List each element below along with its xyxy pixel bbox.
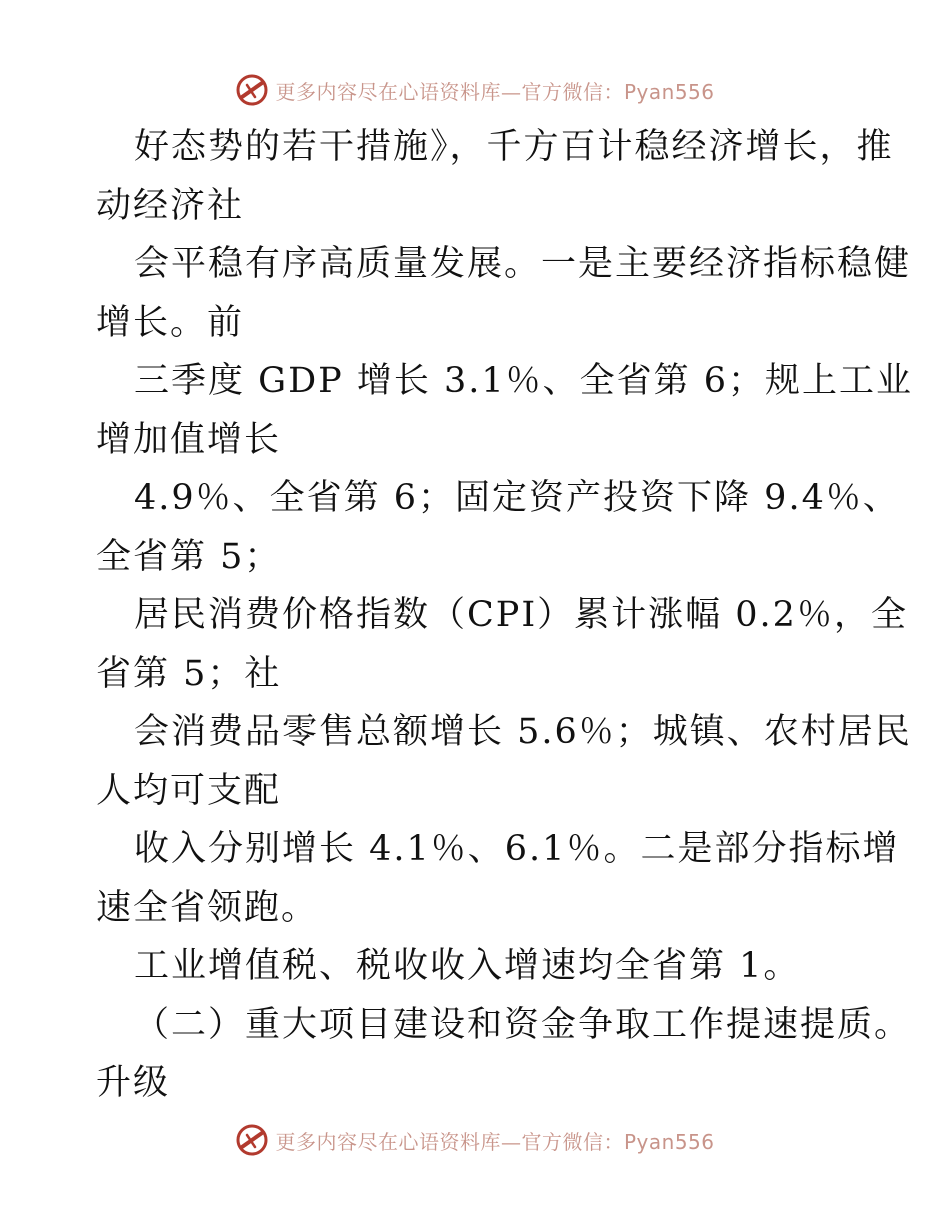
footer-banner [0,1120,950,1160]
body-line: 4.9％、全省第 6；固定资产投资下降 9.4％、 [134,478,900,518]
body-line: 升级 [96,1063,171,1103]
footer-banner-text [275,1126,714,1155]
red-seal-logo-icon [235,1123,269,1157]
body-line: 居民消费价格指数（CPI）累计涨幅 0.2％，全 [134,595,908,635]
header-banner-label: 更多内容尽在心语资料库—官方微信： [275,79,624,104]
body-line: 会消费品零售总额增长 5.6％；城镇、农村居民 [134,712,912,752]
body-line: 三季度 GDP 增长 3.1％、全省第 6；规上工业 [134,361,914,401]
header-wechat-id: Pyan556 [623,79,715,104]
body-line: 增长。前 [96,302,245,343]
body-line: 速全省领跑。 [96,887,319,928]
header-banner-text [275,76,714,105]
footer-wechat-id: Pyan556 [623,1129,715,1154]
header-banner [0,70,950,110]
body-line: 收入分别增长 4.1％、6.1％。二是部分指标增 [134,829,900,869]
body-line: 人均可支配 [96,770,282,811]
body-line: 全省第 5； [96,536,282,577]
body-line: （二）重大项目建设和资金争取工作提速提质。 [134,1004,912,1045]
body-line: 动经济社 [96,185,245,226]
body-line: 会平稳有序高质量发展。一是主要经济指标稳健 [134,244,912,284]
body-line: 省第 5；社 [96,653,282,694]
footer-banner-label: 更多内容尽在心语资料库—官方微信： [275,1129,624,1154]
body-line: 好态势的若干措施》，千方百计稳经济增长，推 [134,127,894,167]
body-line: 工业增值税、税收收入增速均全省第 1。 [134,946,801,986]
document-body [96,118,914,1113]
body-line: 增加值增长 [96,419,282,460]
red-seal-logo-icon [235,73,269,107]
